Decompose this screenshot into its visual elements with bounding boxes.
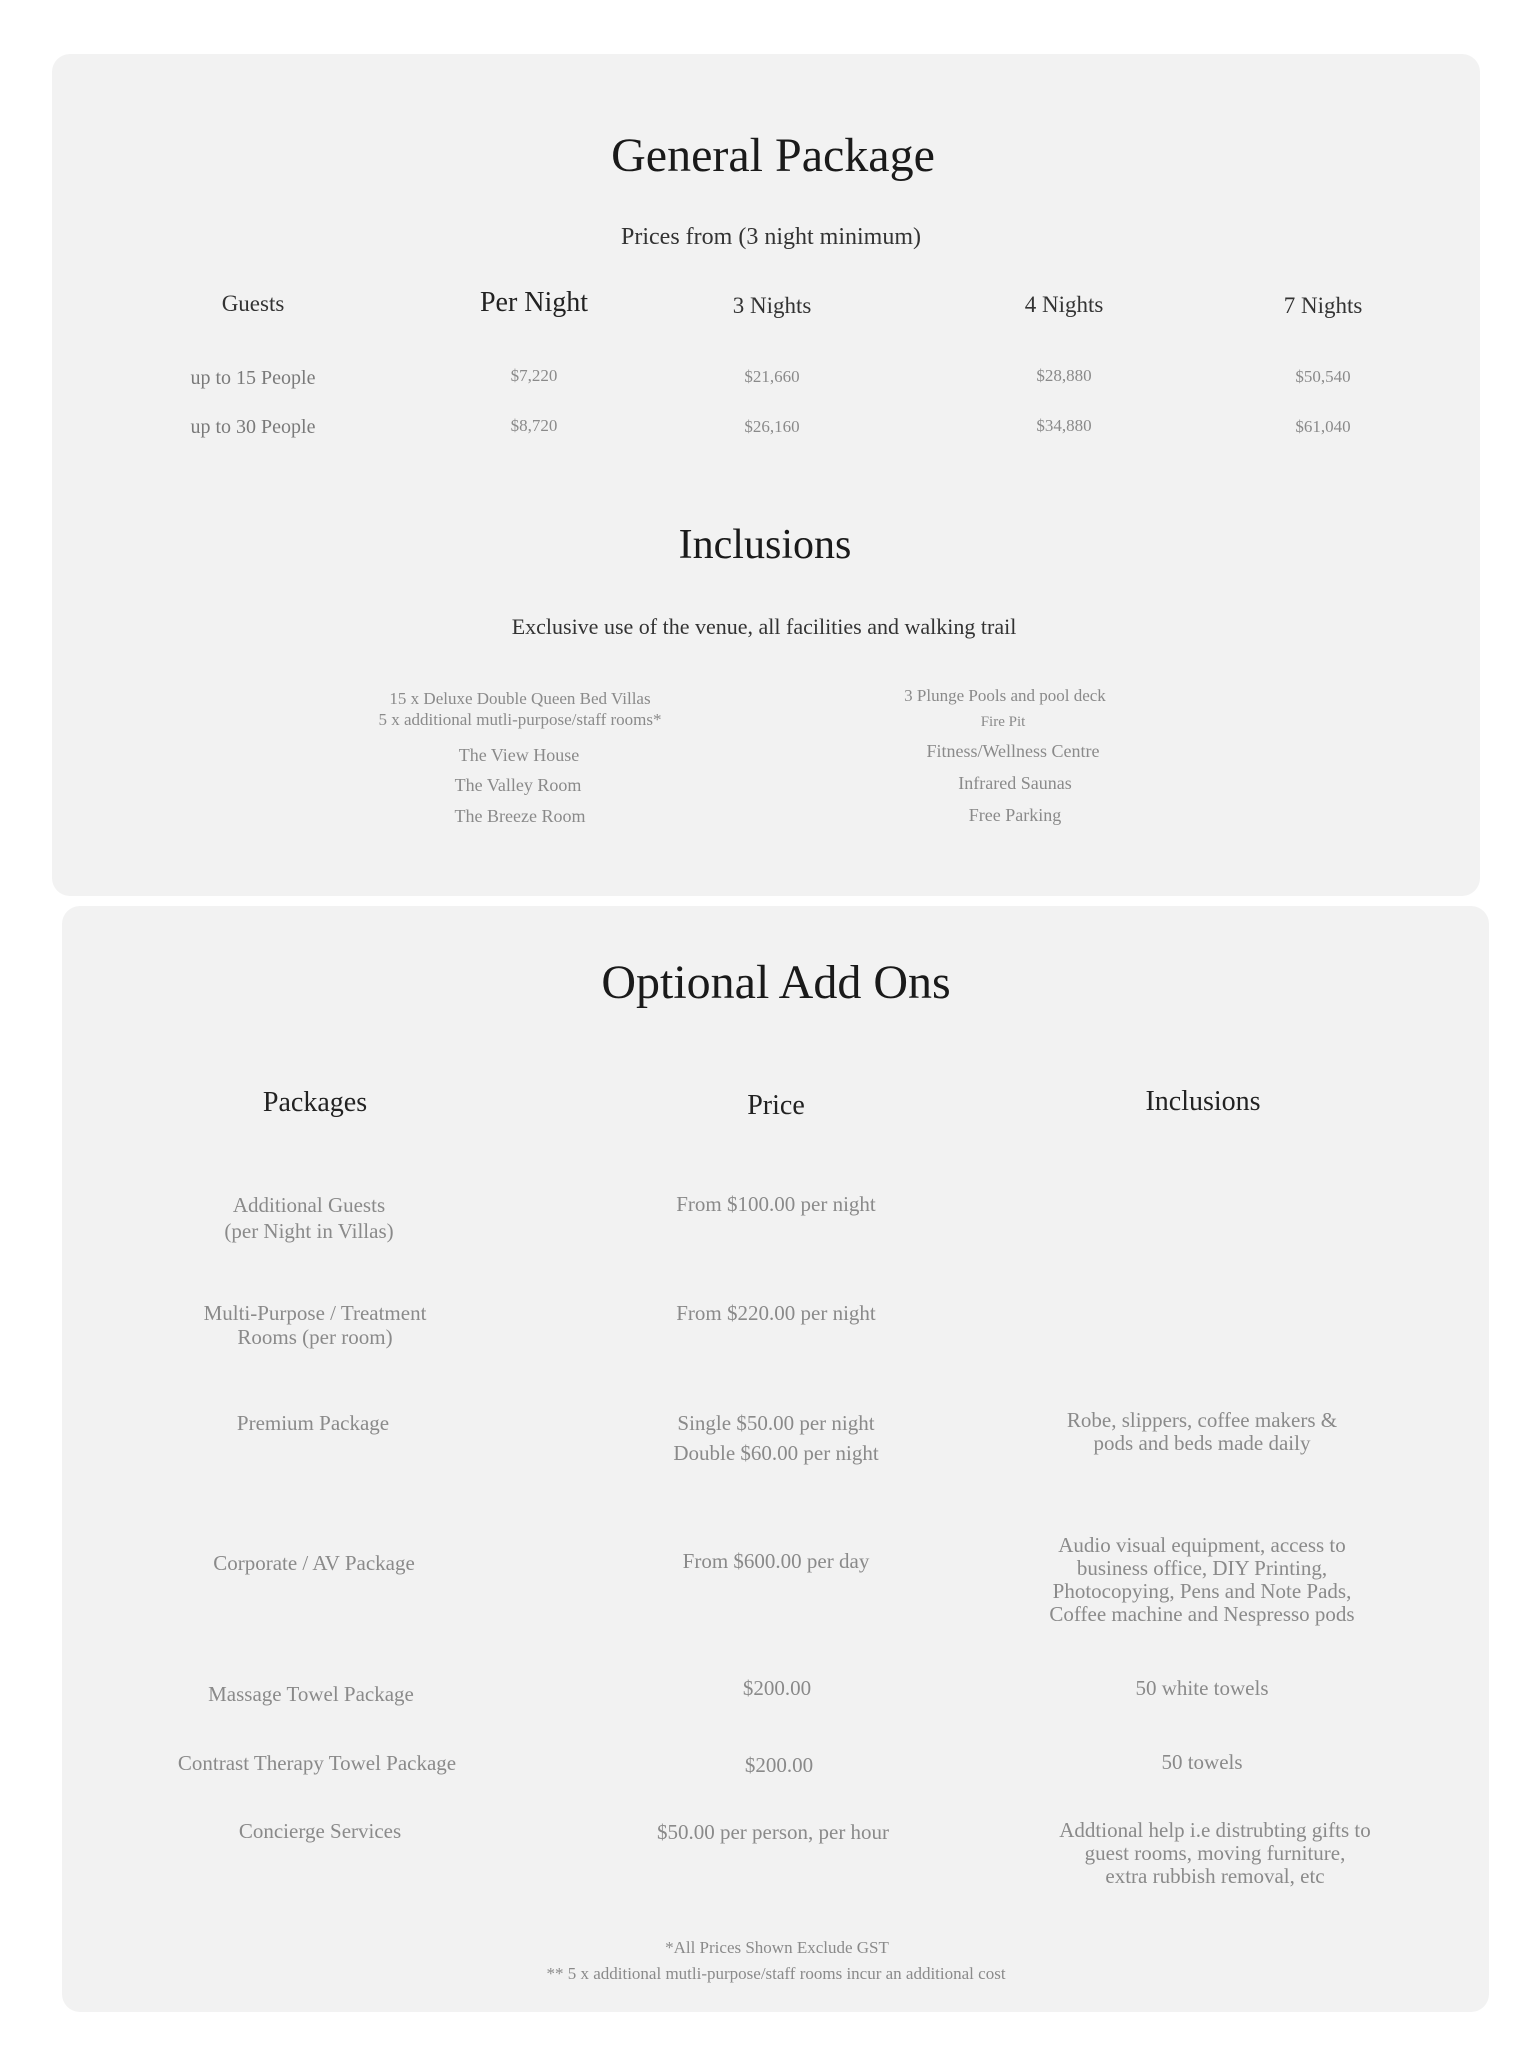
row1-4-nights: $28,880 xyxy=(1036,366,1092,385)
addon-price-multi-purpose: From $220.00 per night xyxy=(676,1301,876,1325)
row1-guests: up to 15 People xyxy=(190,367,316,389)
addon-package-premium: Premium Package xyxy=(236,1411,390,1435)
inclusion-infrared-saunas: Infrared Saunas xyxy=(958,773,1072,793)
addon-price-premium: Single $50.00 per night Double $60.00 per night xyxy=(673,1411,879,1465)
addon-package-corporate-av: Corporate / AV Package xyxy=(213,1551,415,1575)
row2-guests: up to 30 People xyxy=(190,416,316,438)
inclusion-view-house: The View House xyxy=(458,745,580,765)
header-3-nights: 3 Nights xyxy=(732,293,812,318)
header-7-nights: 7 Nights xyxy=(1283,293,1363,318)
inclusion-plunge-pools: 3 Plunge Pools and pool deck xyxy=(904,686,1106,705)
general-package-title: General Package xyxy=(611,129,935,182)
header-4-nights: 4 Nights xyxy=(1024,292,1104,317)
inclusion-villas: 15 x Deluxe Double Queen Bed Villas xyxy=(389,689,651,708)
row2-per-night: $8,720 xyxy=(510,416,558,435)
inclusion-valley-room: The Valley Room xyxy=(454,775,582,795)
footnote-gst: *All Prices Shown Exclude GST xyxy=(665,1938,889,1957)
addon-package-additional-guests: Additional Guests (per Night in Villas) xyxy=(224,1193,394,1243)
addon-inclusions-corporate-av: Audio visual equipment, access to business office, DIY Printing, Photocopying, Pens and Note Pads, Coffee machine and Nespresso pods xyxy=(1049,1533,1355,1626)
addon-package-concierge: Concierge Services xyxy=(238,1819,402,1843)
addon-package-contrast-therapy: Contrast Therapy Towel Package xyxy=(177,1751,457,1775)
addon-inclusions-premium: Robe, slippers, coffee makers & pods and beds made daily xyxy=(1066,1408,1338,1455)
row2-3-nights: $26,160 xyxy=(744,417,800,436)
inclusions-subtitle: Exclusive use of the venue, all facilities and walking trail xyxy=(511,614,1017,639)
header-inclusions: Inclusions xyxy=(1145,1086,1261,1117)
addon-package-massage-towel: Massage Towel Package xyxy=(208,1682,414,1706)
addon-package-multi-purpose: Multi-Purpose / Treatment Rooms (per room) xyxy=(203,1301,427,1349)
addon-inclusions-contrast-therapy: 50 towels xyxy=(1161,1750,1243,1774)
inclusion-free-parking: Free Parking xyxy=(968,805,1062,825)
row1-7-nights: $50,540 xyxy=(1295,367,1351,386)
addon-inclusions-concierge: Addtional help i.e distrubting gifts to guest rooms, moving furniture, extra rubbish removal, etc xyxy=(1059,1818,1371,1888)
header-per-night: Per Night xyxy=(479,287,589,318)
inclusion-fire-pit: Fire Pit xyxy=(980,714,1026,730)
general-package-subtitle: Prices from (3 night minimum) xyxy=(621,224,921,250)
addon-price-additional-guests: From $100.00 per night xyxy=(676,1192,876,1216)
inclusions-title: Inclusions xyxy=(678,522,852,568)
header-packages: Packages xyxy=(262,1087,368,1118)
row2-4-nights: $34,880 xyxy=(1036,416,1092,435)
header-price: Price xyxy=(747,1090,805,1121)
footnote-staff-rooms: ** 5 x additional mutli-purpose/staff rooms incur an additional cost xyxy=(546,1964,1006,1983)
addon-inclusions-massage-towel: 50 white towels xyxy=(1135,1676,1269,1700)
addon-price-massage-towel: $200.00 xyxy=(742,1676,812,1700)
inclusion-staff-rooms: 5 x additional mutli-purpose/staff rooms* xyxy=(378,710,662,729)
addon-price-corporate-av: From $600.00 per day xyxy=(682,1549,870,1573)
row1-3-nights: $21,660 xyxy=(744,367,800,386)
addon-price-concierge: $50.00 per person, per hour xyxy=(656,1820,890,1844)
row1-per-night: $7,220 xyxy=(510,366,558,385)
add-ons-title: Optional Add Ons xyxy=(601,956,951,1009)
addon-price-contrast-therapy: $200.00 xyxy=(744,1753,814,1777)
row2-7-nights: $61,040 xyxy=(1295,417,1351,436)
header-guests: Guests xyxy=(221,291,285,316)
inclusion-fitness-centre: Fitness/Wellness Centre xyxy=(926,741,1100,761)
inclusion-breeze-room: The Breeze Room xyxy=(454,806,586,826)
